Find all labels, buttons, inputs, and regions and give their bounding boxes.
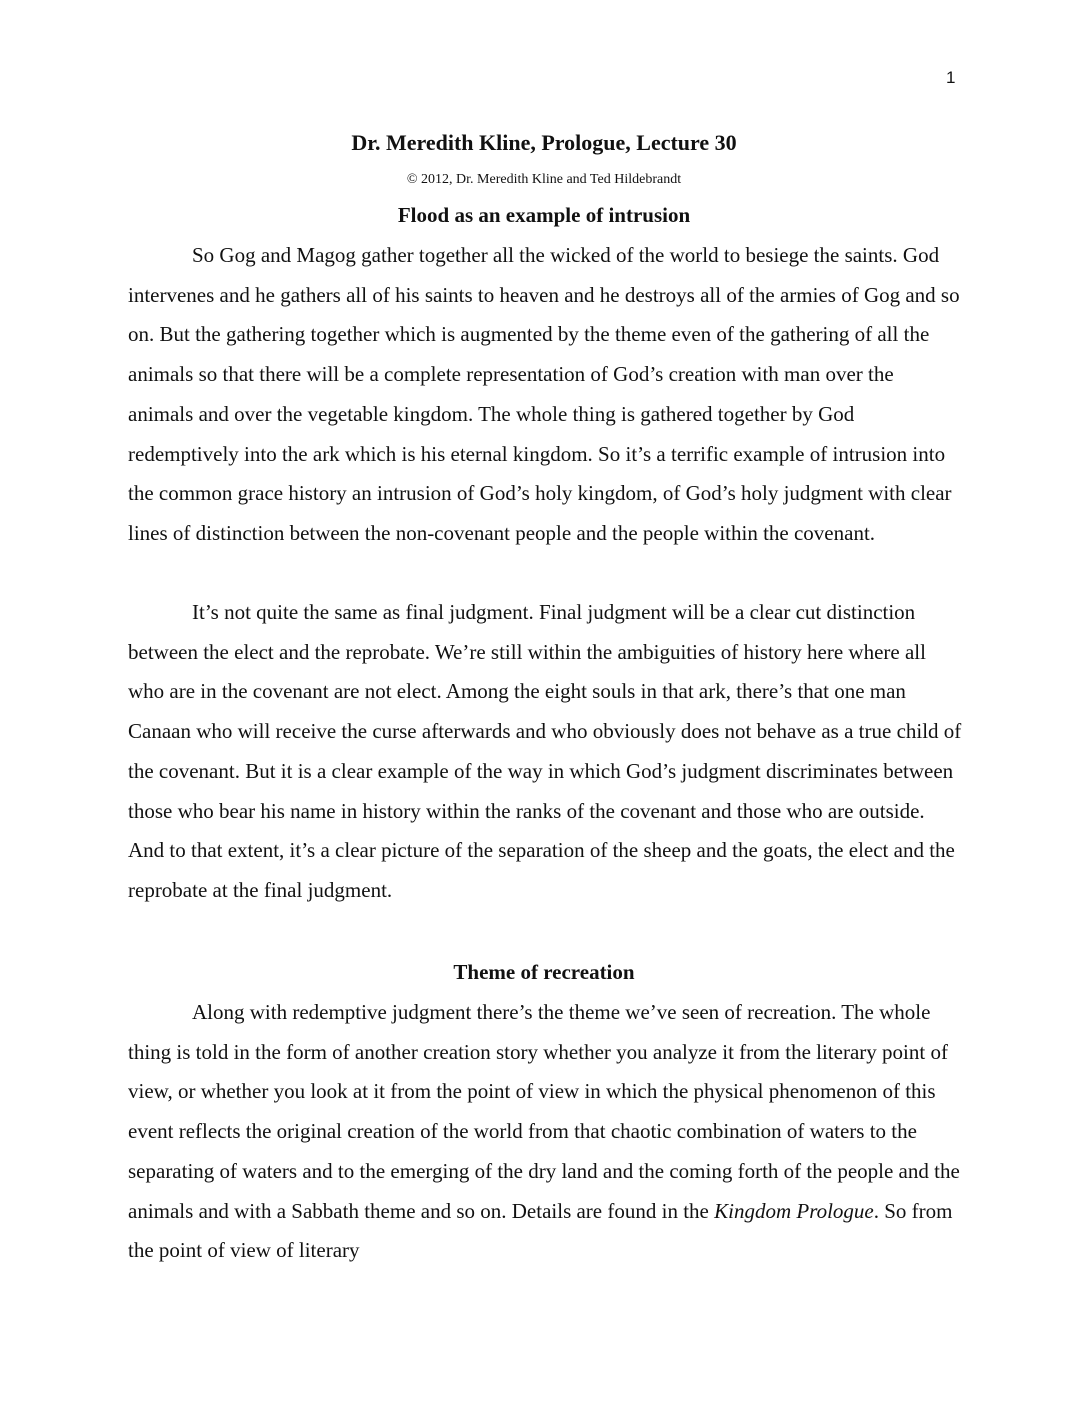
copyright-line: © 2012, Dr. Meredith Kline and Ted Hildebrandt — [406, 172, 682, 187]
paragraph-final-judgment: It’s not quite the same as final judgment. Final judgment will be a clear cut distinction between the elect and the reprobate. We’re still within the ambiguities of history here where all who are in the covenant are not elect. Among the eight souls in that ark, there’s that one man Canaan who will receive the curse afterwards and who obviously does not behave as a true child of the covenant. But it is a clear example of the way in which God’s judgment discriminates between those who bear his name in history within the ranks of the covenant and those who are outside. And to that extent, it’s a clear picture of the separation of the sheep and the goats, the elect and the reprobate at the final judgment. — [128, 600, 962, 902]
paragraph-gog-magog: So Gog and Magog gather together all the wicked of the world to besiege the saints. God intervenes and he gathers all of his saints to heaven and he destroys all of the armies of Gog and so on. But the gathering together which is augmented by the theme even of the gathering of all the animals so that there will be a complete representation of God’s creation with man over the animals and over the vegetable kingdom. The whole thing is gathered together by God redemptively into the ark which is his eternal kingdom. So it’s a terrific example of intrusion into the common grace history an intrusion of God’s holy kingdom, of God’s holy judgment with clear lines of distinction between the non-covenant people and the people within the covenant. — [128, 243, 960, 545]
document-title: Dr. Meredith Kline, Prologue, Lecture 30 — [351, 130, 737, 155]
section-heading-intrusion: Flood as an example of intrusion — [397, 203, 691, 227]
section-heading-recreation: Theme of recreation — [453, 960, 635, 984]
book-title-kingdom-prologue: Kingdom Prologue — [714, 1198, 874, 1223]
paragraph-recreation-text-end: . So from the point of view of literary — [128, 1198, 953, 1263]
paragraph-recreation — [128, 993, 963, 1271]
page-number: 1 — [946, 68, 956, 87]
paragraph-recreation-text-start: Along with redemptive judgment there’s the theme we’ve seen of recreation. The whole thing is told in the form of another creation story whether you analyze it from the literary point of view, or whether you look at it from the point of view in which the physical phenomenon of this event reflects the original creation of the world from that chaotic combination of waters to the separating of waters and to the emerging of the dry land and the coming forth of the people and the animals and with a Sabbath theme and so on. Details are found in the — [128, 1000, 960, 1223]
